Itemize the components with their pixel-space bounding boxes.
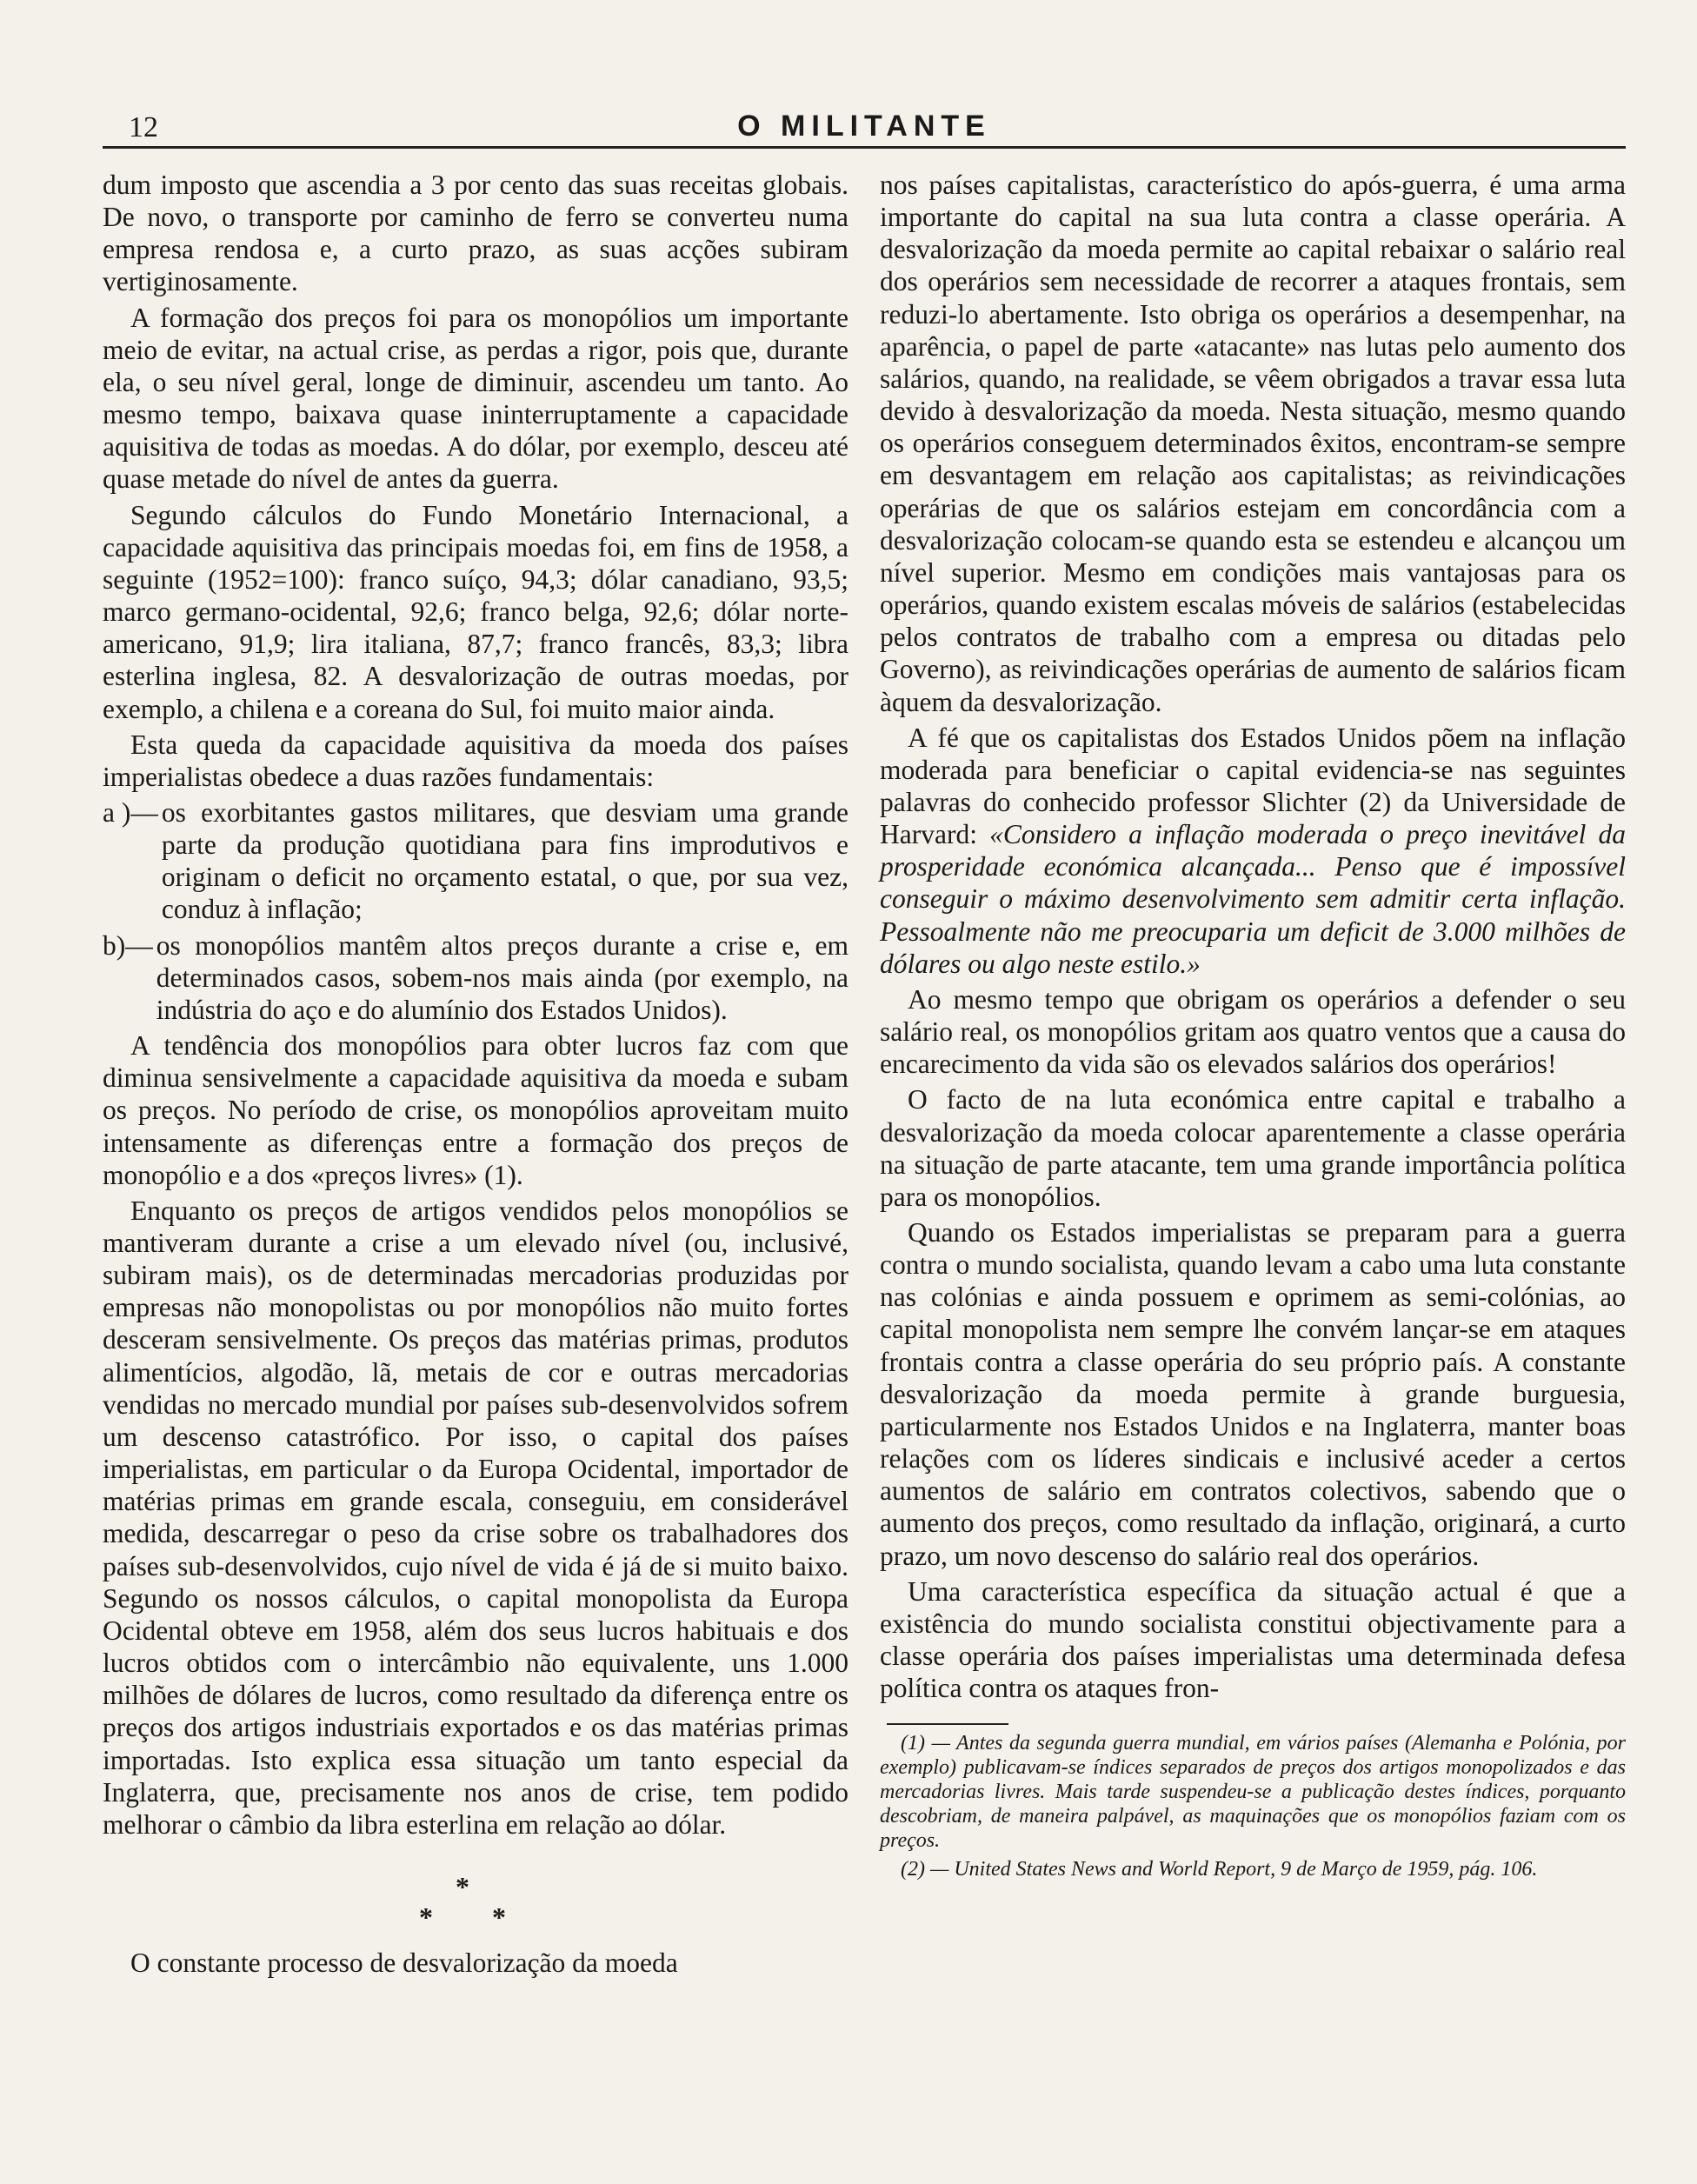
paragraph: Ao mesmo tempo que obrigam os operários a defender o seu salário real, os monopólios gritam aos quatro ventos que a causa do encarecimento da vida são os elevados salários dos operários! xyxy=(880,983,1626,1080)
quotation: «Considero a inflação moderada o preço inevitável da prosperidade económica alcançada... Penso que é impossível conseguir o máximo desenvolvimento sem admitir certa inflação. Pessoalmente não me preocuparia um deficit de 3.000 milhões de dólares ou algo neste estilo.» xyxy=(880,819,1626,979)
footnote-rule xyxy=(887,1723,1008,1725)
section-break xyxy=(103,1872,848,1933)
paragraph: nos países capitalistas, característico do após-guerra, é uma arma importante do capital na sua luta contra a classe operária. A desvalorização da moeda permite ao capital rebaixar o salário real dos operários sem necessidade de recorrer a ataques frontais, sem reduzi-lo abertamente. Isto obriga os operários a desempenhar, na aparência, o papel de parte «atacante» nas lutas pelo aumento dos salários, quando, na realidade, se vêem obrigados a travar essa luta devido à desvalorização da moeda. Nesta situação, mesmo quando os operários conseguem determinados êxitos, encontram-se sempre em desvantagem em relação aos capitalistas; as reivindicações operárias de que os salários estejam em concordância com a desvalorização colocam-se quando esta se estendeu e alcançou um nível superior. Mesmo em condições mais vantajosas para os operários, quando existem escalas móveis de salários (estabelecidas pelos contratos de trabalho com a empresa ou ditadas pelo Governo), as reivindicações operárias de aumento de salários ficam àquem da desvalorização. xyxy=(880,170,1626,717)
paragraph: A tendência dos monopólios para obter lucros faz com que diminua sensivelmente a capacidade aquisitiva da moeda e subam os preços. No período de crise, os monopólios aproveitam muito intensamente as diferenças entre a formação dos preços de monopólio e a dos «preços livres» (1). xyxy=(103,1030,848,1190)
paragraph: Esta queda da capacidade aquisitiva da moeda dos países imperialistas obedece a duas razões fundamentais: xyxy=(103,729,848,792)
page-header xyxy=(103,106,1626,150)
footnote: (2) — United States News and World Report, 9 de Março de 1959, pág. 106. xyxy=(901,1858,1538,1881)
paragraph: Quando os Estados imperialistas se preparam para a guerra contra o mundo socialista, quando levam a cabo uma luta constante nas colónias e ainda possuem e oprimem as semi-colónias, ao capital monopolista nem sempre lhe convém lançar-se em ataques frontais contra a classe operária do seu próprio país. A constante desvalorização da moeda permite à grande burguesia, particularmente nos Estados Unidos e na Inglaterra, manter boas relações com os líderes sindicais e inclusivé aceder a certos aumentos de salário em contratos colectivos, sabendo que o aumento dos preços, como resultado da inflação, originará, a curto prazo, um novo descenso do salário real dos operários. xyxy=(880,1217,1626,1571)
paragraph: O facto de na luta económica entre capital e trabalho a desvalorização da moeda colocar aparentemente a classe operária na situação de parte atacante, tem uma grande importância política para os monopólios. xyxy=(880,1084,1626,1212)
footnote: (1) — Antes da segunda guerra mundial, em vários países (Alemanha e Polónia, por exemplo) publicavam-se índices separados de preços dos artigos monopolizados e das mercadorias livres. Mais tarde suspendeu-se a publicação destes índices, porquanto descobriam, de maneira palpável, as maquinações que os monopólios faziam com os preços. xyxy=(880,1732,1626,1852)
paragraph: dum imposto que ascendia a 3 por cento das suas receitas globais. De novo, o transporte por caminho de ferro se converteu numa empresa rendosa e, a curto prazo, as suas acções subiram vertiginosamente. xyxy=(103,170,848,297)
paragraph: Uma característica específica da situação actual é que a existência do mundo socialista constitui objectivamente para a classe operária dos países imperialistas uma determinada defesa política contra os ataques fron- xyxy=(880,1575,1626,1704)
list-text: os exorbitantes gastos militares, que desviam uma grande parte da produção quotidiana para fins improdutivos e originam o deficit no orçamento estatal, o que, por sua vez, conduz à inflação; xyxy=(161,796,848,925)
list-item xyxy=(103,929,848,1026)
header-rule xyxy=(103,146,1626,149)
list-text: os monopólios mantêm altos preços durante a crise e, em determinados casos, sobem-nos mais ainda (por exemplo, na indústria do aço e do alumínio dos Estados Unidos). xyxy=(156,929,848,1025)
list-marker: a )— xyxy=(103,796,158,828)
page-number: 12 xyxy=(129,111,158,143)
section-break-stars: * * xyxy=(419,1901,532,1934)
paragraph: A formação dos preços foi para os monopólios um importante meio de evitar, na actual crise, as perdas a rigor, pois que, durante ela, o seu nível geral, longe de diminuir, ascendeu um tanto. Ao mesmo tempo, baixava quase ininterruptamente a capacidade aquisitiva de todas as moedas. A do dólar, por exemplo, desceu até quase metade do nível de antes da guerra. xyxy=(103,302,848,495)
left-column xyxy=(103,169,848,1983)
paragraph xyxy=(880,722,1626,980)
section-break-star: * xyxy=(456,1870,496,1902)
right-column xyxy=(880,169,1626,1888)
list-marker: b)— xyxy=(103,929,153,961)
journal-title: O MILITANTE xyxy=(737,110,991,143)
list-item xyxy=(103,796,848,926)
paragraph: Enquanto os preços de artigos vendidos pelos monopólios se mantiveram durante a crise a um elevado nível (ou, inclusivé, subiram mais), os de determinadas mercadorias produzidas por empresas não monopolistas ou por monopólios não muito fortes desceram sensivelmente. Os preços das matérias primas, produtos alimentícios, algodão, lã, metais de cor e outras mercadorias vendidas no mercado mundial por países sub-desenvolvidos sofrem um descenso catastrófico. Por isso, o capital dos países imperialistas, em particular o da Europa Ocidental, importador de matérias primas em grande escala, conseguiu, em considerável medida, descarregar o peso da crise sobre os trabalhadores dos países sub-desenvolvidos, cujo nível de vida é já de si muito baixo. Segundo os nossos cálculos, o capital monopolista da Europa Ocidental obteve em 1958, além dos seus lucros habituais e dos lucros obtidos com o intercâmbio não equivalente, uns 1.000 milhões de dólares de lucros, como resultado da diferença entre os preços dos artigos industriais exportados e os das matérias primas importadas. Isto explica essa situação um tanto especial da Inglaterra, que, precisamente nos anos de crise, tem podido melhorar o câmbio da libra esterlina em relação ao dólar. xyxy=(103,1195,848,1840)
paragraph: Segundo cálculos do Fundo Monetário Internacional, a capacidade aquisitiva das principais moedas foi, em fins de 1958, a seguinte (1952=100): franco suíço, 94,3; dólar canadiano, 93,5; marco germano-ocidental, 92,6; franco belga, 92,6; dólar norte-americano, 91,9; lira italiana, 87,7; franco francês, 83,3; libra esterlina inglesa, 82. A desvalorização de outras moedas, por exemplo, a chilena e a coreana do Sul, foi muito maior ainda. xyxy=(103,499,848,724)
paragraph: O constante processo de desvalorização da moeda xyxy=(130,1948,678,1979)
paragraph-intro: A fé que os capitalistas dos Estados Unidos põem na inflação moderada para beneficiar o capital evidencia-se nas seguintes palavras do conhecido professor Slichter (2) da Universidade de Harvard: xyxy=(880,722,1626,850)
